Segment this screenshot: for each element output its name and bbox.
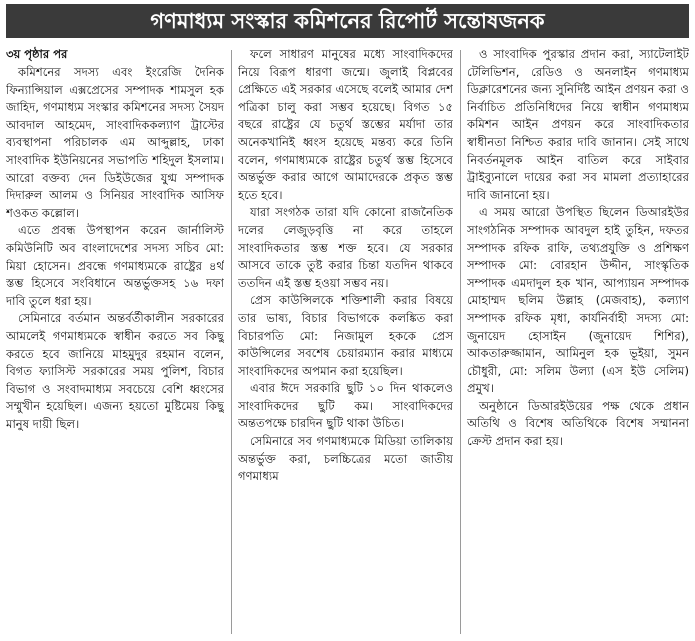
paragraph: যারা সংগঠক তারা যদি কোনো রাজনৈতিক দলের লেজুড়বৃত্তি না করে তাহলে সাংবাদিকতার স্তম্ভ শক্ত হবে। যে সরকার আসবে তাকে তুষ্ট করার চিন্তা যতদিন থাকবে ততদিন এই স্তম্ভ হওয়া সম্ভব নয়।: [238, 205, 453, 290]
column-divider: [460, 50, 461, 634]
article-column-3: [467, 46, 689, 638]
article-column-1: [6, 46, 224, 638]
paragraph: ও সাংবাদিক পুরস্কার প্রদান করা, স্যাটেলাইট টেলিভিশন, রেডিও ও অনলাইন গণমাধ্যম ডিক্লারেশনের জন্য সুনির্দিষ্ট আইন প্রণয়ন করা ও নির্বাচিত প্রতিনিধিদের নিয়ে স্বাধীন গণমাধ্যম কমিশন আইন প্রণয়ন করে সাংবাদিকতার স্বাধীনতা নিশ্চিত করার দাবি জানান। সেই সাথে নিবর্তনমূলক আইন বাতিল করে সাইবার ট্রাইব্যুনালে দায়ের করা সব মামলা প্রত্যাহারের দাবি জানানো হয়।: [467, 47, 689, 202]
paragraph: কমিশনের সদস্য এবং ইংরেজি দৈনিক ফিন্যান্সিয়াল এক্সপ্রেসের সম্পাদক শামসুল হক জাহিদ, গণমাধ্যম সংস্কার কমিশনের সদস্য সৈয়দ আবদাল আহমেদ, সাংবাদিককল্যাণ ট্রাস্টের ব্যবস্থাপনা পরিচালক এম আব্দুল্লাহ, ঢাকা সাংবাদিক ইউনিয়নের সভাপতি শহিদুল ইসলাম। আরো বক্তব্য দেন ডিইউজের যুগ্ম সম্পাদক দিদারুল আলম ও সিনিয়র সাংবাদিক আসিফ শওকত কল্লোল।: [6, 65, 224, 220]
paragraph: সেমিনারে সব গণমাধ্যমকে মিডিয়া তালিকায় অন্তর্ভুক্ত করা, চলচ্চিত্রের মতো জাতীয় গণমাধ্যম: [238, 434, 453, 484]
paragraph: এ সময় আরো উপস্থিত ছিলেন ডিআরইউর সাংগঠনিক সম্পাদক আবদুল হাই তুহিন, দফতর সম্পাদক রফিক রাফি, তথ্যপ্রযুক্তি ও প্রশিক্ষণ সম্পাদক মো: বোরহান উদ্দীন, সাংস্কৃতিক সম্পাদক এমদাদুল হক খান, আপ্যায়ন সম্পাদক মোহাম্মদ ছলিম উল্লাহ (মেজবাহ), কল্যাণ সম্পাদক রফিক মৃধা, কার্যনির্বাহী সদস্য মো: জুনায়েদ হোসাইন (জুনায়েদ শিশির), আকতারুজ্জামান, আমিনুল হক ভূইয়া, সুমন চৌধুরী, মো: সলিম উল্যা (এস ইউ সেলিম) প্রমুখ।: [467, 205, 689, 396]
article-column-2: [238, 46, 453, 638]
article-columns: [6, 46, 689, 638]
paragraph: এবার ঈদে সরকারি ছুটি ১০ দিন থাকলেও সাংবাদিকদের ছুটি কম। সাংবাদিকদের অন্ততপক্ষে চারদিন ছুটি থাকা উচিত।: [238, 381, 453, 431]
column-divider: [231, 50, 232, 634]
headline-banner: গণমাধ্যম সংস্কার কমিশনের রিপোর্ট সন্তোষজনক: [6, 4, 689, 38]
paragraph: সেমিনারে বর্তমান অন্তর্বর্তীকালীন সরকারের আমলেই গণমাধ্যমকে স্বাধীন করতে সব কিছু করতে হবে জানিয়ে মাহমুদুর রহমান বলেন, বিগত ফ্যাসিস্ট সরকারের সময় পুলিশ, বিচার বিভাগ ও সংবাদমাধ্যম সবচেয়ে বেশি ধ্বংসের সম্মুখীন হয়েছিল। এজন্য হয়তো মুষ্টিমেয় কিছু মানুষ দায়ী ছিল।: [6, 311, 224, 431]
paragraph: প্রেস কাউন্সিলকে শক্তিশালী করার বিষয়ে তার ভাষ্য, বিচার বিভাগকে কলঙ্কিত করা বিচারপতি মো: নিজামুল হককে প্রেস কাউন্সিলের সবশেষ চেয়ারম্যান করার মাধ্যমে সাংবাদিকদের অপমান করা হয়েছিল।: [238, 293, 453, 378]
paragraph: অনুষ্ঠানে ডিআরইউয়ের পক্ষ থেকে প্রধান অতিথি ও বিশেষ অতিথিকে বিশেষ সম্মাননা ক্রেস্ট প্রদান করা হয়।: [467, 398, 689, 449]
paragraph: এতে প্রবন্ধ উপস্থাপন করেন জার্নালিস্ট কমিউনিটি অব বাংলাদেশের সদস্য সচিব মো: মিয়া হোসেন। প্রবন্ধে গণমাধ্যমকে রাষ্ট্রের ৪র্থ স্তম্ভ হিসেবে সংবিধানে অন্তর্ভুক্তসহ ১৬ দফা দাবি তুলে ধরা হয়।: [6, 223, 224, 308]
continuation-label: ৩য় পৃষ্ঠার পর: [6, 47, 68, 61]
paragraph: ফলে সাধারণ মানুষের মধ্যে সাংবাদিকদের নিয়ে বিরূপ ধারণা জন্মে। জুলাই বিপ্লবের প্রেক্ষিতে এই সরকার এসেছে বলেই আমার দেশ পত্রিকা চালু করা সম্ভব হয়েছে। বিগত ১৫ বছরে রাষ্ট্রের যে চতুর্থ স্তম্ভের মর্যাদা তার অনেকখানিই ধ্বংস হয়েছে মন্তব্য করে তিনি বলেন, গণমাধ্যমকে রাষ্ট্রের চতুর্থ স্তম্ভ হিসেবে অন্তর্ভুক্ত করার আগে আমাদেরকে প্রকৃত স্তম্ভ হতে হবে।: [238, 47, 453, 202]
